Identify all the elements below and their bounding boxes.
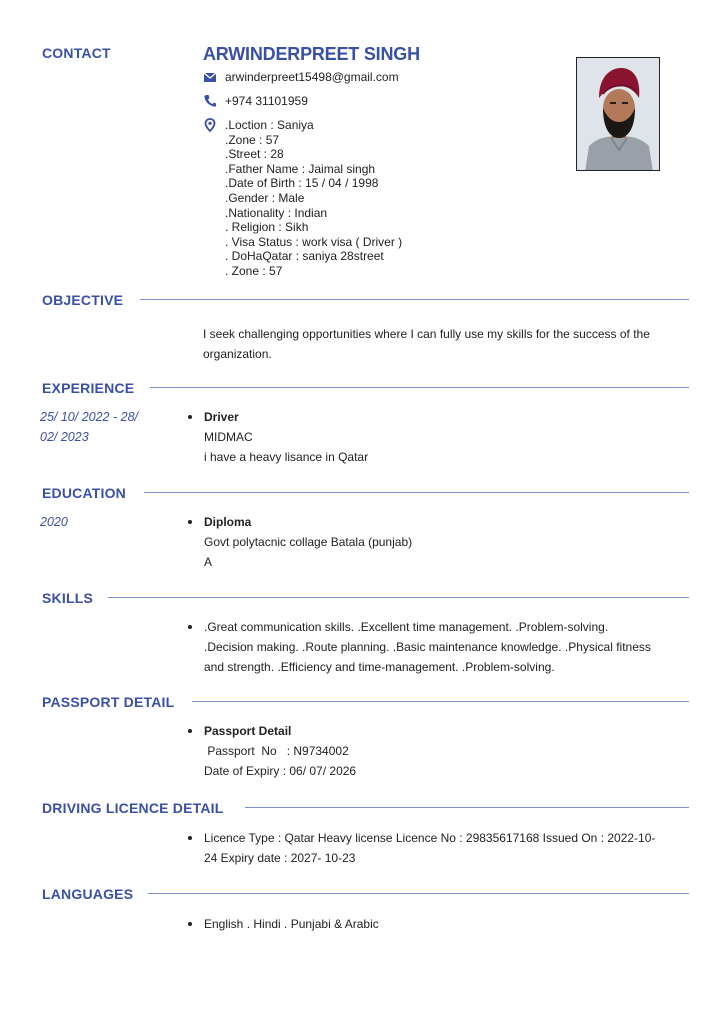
address-line: .Father Name : Jaimal singh	[225, 161, 376, 176]
address-line: . Religion : Sikh	[225, 220, 309, 235]
skills-divider	[108, 597, 689, 598]
phone-text[interactable]: +974 31101959	[225, 94, 308, 108]
candidate-name: ARWINDERPREET SINGH	[203, 44, 420, 64]
education-item	[188, 512, 412, 572]
location-pin-icon	[203, 118, 217, 132]
education-grade: A	[204, 555, 213, 569]
bullet-dot	[188, 729, 192, 733]
languages-line: English . Hindi . Punjabi & Arabic	[204, 917, 379, 931]
email-text[interactable]: arwinderpreet15498@gmail.com	[225, 70, 399, 84]
languages-item	[188, 914, 379, 934]
objective-line: organization.	[203, 347, 272, 361]
skills-heading: SKILLS	[42, 590, 93, 606]
objective-heading: OBJECTIVE	[42, 292, 124, 308]
address-line: .Nationality : Indian	[225, 205, 328, 220]
skills-line: and strength. .Efficiency and time-management. .Problem-solving.	[204, 660, 555, 674]
address-line: . DoHaQatar : saniya 28street	[225, 249, 384, 264]
bullet-dot	[188, 520, 192, 524]
languages-divider	[148, 893, 689, 894]
address-lines	[225, 118, 402, 279]
education-school: Govt polytacnic collage Batala (punjab)	[204, 535, 413, 549]
objective-text	[203, 324, 650, 364]
profile-photo	[576, 57, 660, 171]
address-block	[203, 118, 402, 279]
driving-item	[188, 828, 655, 868]
experience-description: i have a heavy lisance in Qatar	[204, 450, 369, 464]
address-line: .Street : 28	[225, 147, 284, 162]
bullet-dot	[188, 836, 192, 840]
passport-heading: PASSPORT DETAIL	[42, 694, 175, 710]
objective-line: I seek challenging opportunities where I can fully use my skills for the success of the	[203, 327, 650, 341]
education-heading: EDUCATION	[42, 485, 126, 501]
driving-divider	[245, 807, 689, 808]
driving-line: 24 Expiry date : 2027- 10-23	[204, 851, 356, 865]
bullet-dot	[188, 415, 192, 419]
experience-company: MIDMAC	[204, 430, 253, 444]
envelope-icon	[203, 70, 217, 84]
driving-heading: DRIVING LICENCE DETAIL	[42, 800, 224, 816]
passport-number: Passport No : N9734002	[204, 744, 349, 758]
address-line: .Loction : Saniya	[225, 118, 314, 132]
passport-divider	[192, 701, 689, 702]
passport-item	[188, 721, 356, 781]
address-line: .Zone : 57	[225, 132, 280, 147]
contact-heading: CONTACT	[42, 45, 111, 61]
experience-title: Driver	[204, 410, 239, 424]
bullet-dot	[188, 625, 192, 629]
objective-divider	[140, 299, 689, 300]
passport-expiry: Date of Expiry : 06/ 07/ 2026	[204, 764, 357, 778]
education-degree: Diploma	[204, 515, 252, 529]
address-line: . Visa Status : work visa ( Driver )	[225, 234, 403, 249]
phone-icon	[203, 94, 217, 108]
address-line: . Zone : 57	[225, 263, 283, 278]
skills-item	[188, 617, 651, 677]
driving-line: Licence Type : Qatar Heavy license Licence No : 29835617168 Issued On : 2022-10-	[204, 831, 656, 845]
experience-date-line: 25/ 10/ 2022 - 28/	[40, 410, 138, 424]
education-year: 2020	[40, 515, 68, 529]
email-row	[203, 70, 399, 84]
experience-item	[188, 407, 368, 467]
address-line: .Gender : Male	[225, 190, 305, 205]
phone-row	[203, 94, 308, 108]
profile-photo-illustration	[577, 58, 660, 171]
passport-title: Passport Detail	[204, 724, 292, 738]
education-divider	[144, 492, 689, 493]
experience-divider	[150, 387, 689, 388]
address-line: .Date of Birth : 15 / 04 / 1998	[225, 176, 379, 191]
languages-heading: LANGUAGES	[42, 886, 134, 902]
bullet-dot	[188, 922, 192, 926]
experience-date	[40, 407, 138, 447]
experience-heading: EXPERIENCE	[42, 380, 135, 396]
experience-date-line: 02/ 2023	[40, 430, 89, 444]
skills-line: .Great communication skills. .Excellent time management. .Problem-solving.	[204, 620, 609, 634]
skills-line: .Decision making. .Route planning. .Basic maintenance knowledge. .Physical fitness	[204, 640, 651, 654]
